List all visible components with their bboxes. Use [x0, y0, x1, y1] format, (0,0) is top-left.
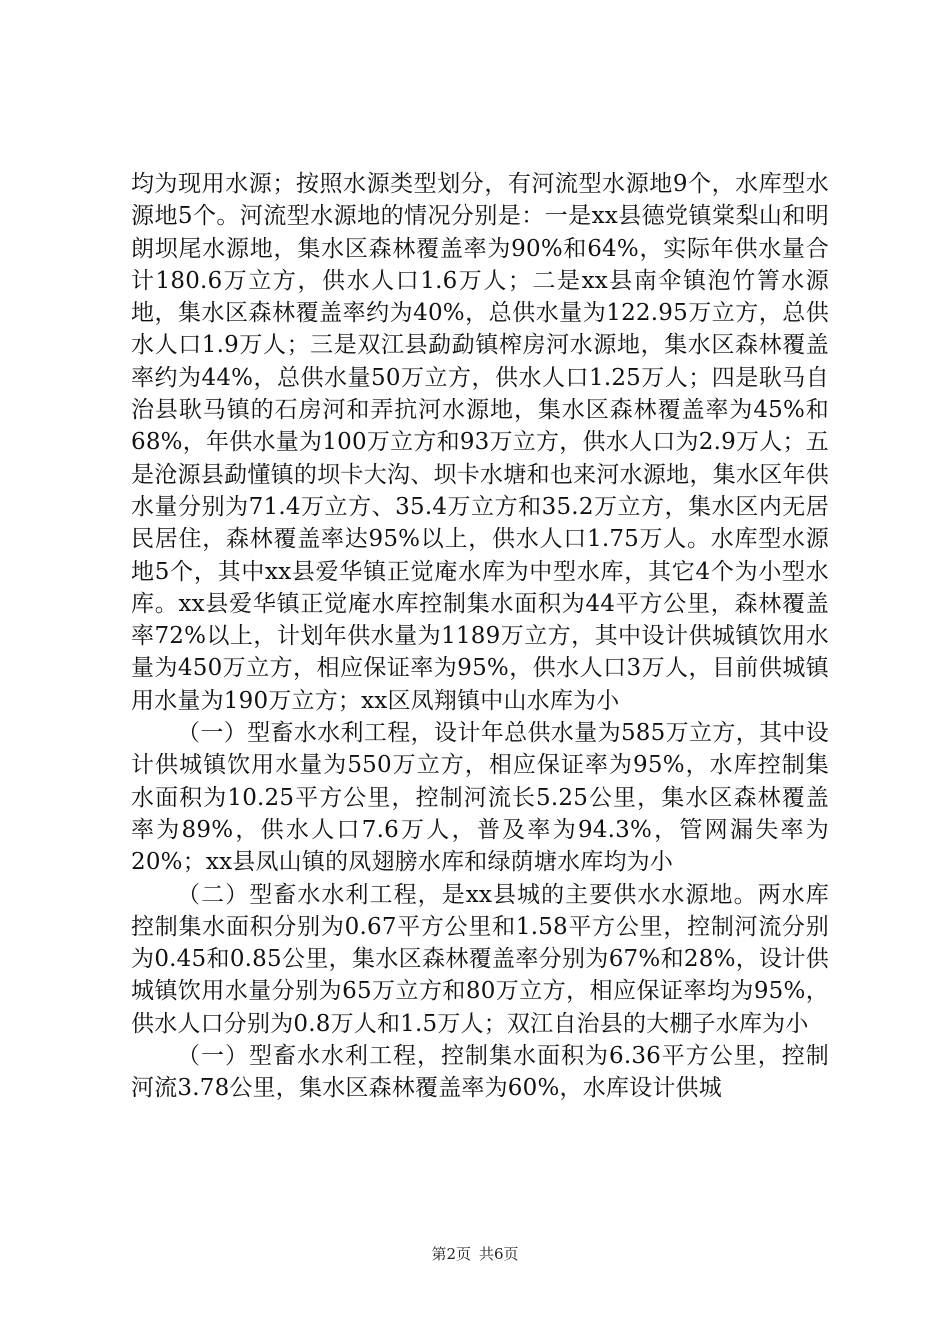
paragraph-1: 均为现用水源；按照水源类型划分，有河流型水源地9个，水库型水源地5个。河流型水源地的情况分别是：一是xx县德党镇棠梨山和明朗坝尾水源地，集水区森林覆盖率为90%和64%，实际年供水量合计180.6万立方，供水人口1.6万人；二是xx县南伞镇泡竹箐水源地，集水区森林覆盖率约为40%，总供水量为122.95万立方，总供水人口1.9万人；三是双江县勐勐镇榨房河水源地，集水区森林覆盖率约为44%，总供水量50万立方，供水人口1.25万人；四是耿马自治县耿马镇的石房河和弄抗河水源地，集水区森林覆盖率为45%和68%，年供水量为100万立方和93万立方，供水人口为2.9万人；五是沧源县勐懂镇的坝卡大沟、坝卡水塘和也来河水源地，集水区年供水量分别为71.4万立方、35.4万立方和35.2万立方，集水区内无居民居住，森林覆盖率达95%以上，供水人口1.75万人。水库型水源地5个，其中xx县爱华镇正觉庵水库为中型水库，其它4个为小型水库。xx县爱华镇正觉庵水库控制集水面积为44平方公里，森林覆盖率72%以上，计划年供水量为1189万立方，其中设计供城镇饮用水量为450万立方，相应保证率为95%，供水人口3万人，目前供城镇用水量为190万立方；xx区凤翔镇中山水库为小 — [131, 171, 829, 714]
paragraph-2: （一）型畜水水利工程，设计年总供水量为585万立方，其中设计供城镇饮用水量为550万立方，相应保证率为95%，水库控制集水面积为10.25平方公里，控制河流长5.25公里，集水区森林覆盖率为89%，供水人口7.6万人，普及率为94.3%，管网漏失率为20%；xx县凤山镇的凤翅膀水库和绿荫塘水库均为小 — [131, 720, 829, 876]
paragraph-4: （一）型畜水水利工程，控制集水面积为6.36平方公里，控制河流3.78公里，集水区森林覆盖率为60%，水库设计供城 — [131, 1043, 829, 1102]
page-number: 第2页 — [431, 1245, 471, 1263]
paragraph-3: （二）型畜水水利工程，是xx县城的主要供水水源地。两水库控制集水面积分别为0.67平方公里和1.58平方公里，控制河流分别为0.45和0.85公里，集水区森林覆盖率分别为67%和28%，设计供城镇饮用水量分别为65万立方和80万立方，相应保证率均为95%，供水人口分别为0.8万人和1.5万人；双江自治县的大棚子水库为小 — [131, 881, 829, 1037]
page-footer — [0, 1244, 950, 1264]
document-body — [131, 168, 829, 1105]
page-total: 共6页 — [479, 1245, 519, 1263]
